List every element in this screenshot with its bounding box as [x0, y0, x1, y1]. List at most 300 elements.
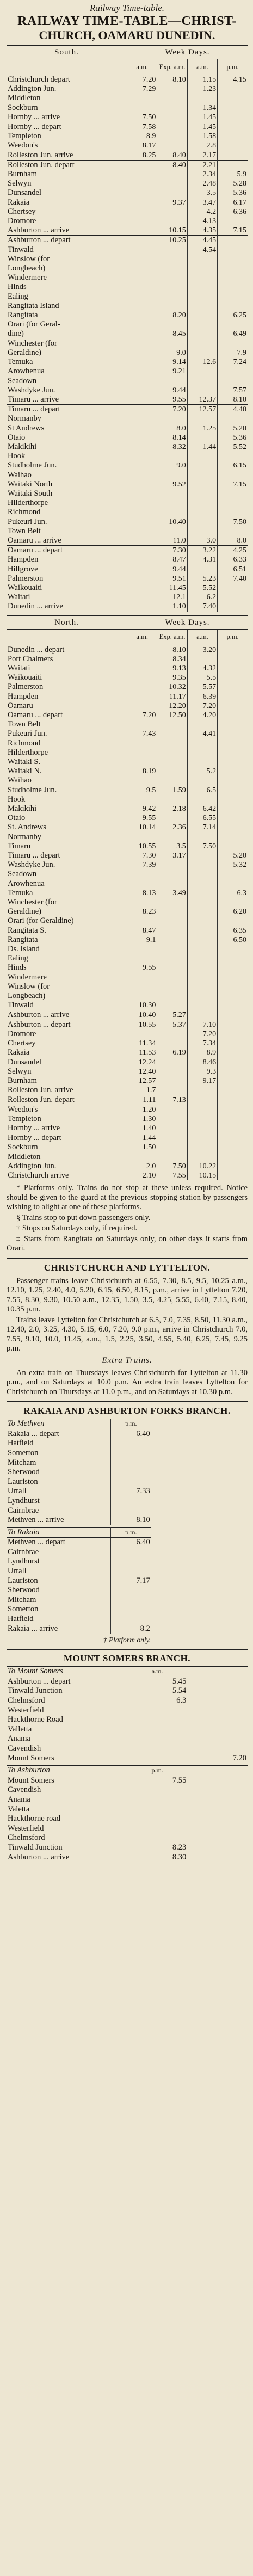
north-heading-right: Week Days.	[127, 615, 248, 630]
time-cell	[127, 1715, 188, 1725]
branch-row	[7, 1824, 248, 1834]
time-cell	[218, 645, 248, 655]
north-row	[7, 926, 248, 935]
north-col-heads-row	[7, 629, 248, 645]
time-cell	[187, 1086, 217, 1095]
north-row	[7, 1086, 248, 1095]
time-cell: 5.9	[237, 170, 246, 179]
time-cell: 5.28	[233, 180, 246, 188]
north-row	[7, 860, 248, 870]
note-line: † Stops on Saturdays only, if required.	[16, 1224, 138, 1233]
time-cell	[157, 991, 187, 1001]
time-cell	[187, 860, 217, 870]
time-cell	[187, 1677, 248, 1686]
south-row	[7, 358, 248, 367]
time-cell: 4.31	[187, 555, 217, 564]
station-name: Ashburton ... arrive	[7, 1010, 127, 1020]
time-cell: 2.21	[187, 160, 217, 170]
north-row	[7, 879, 248, 889]
time-cell	[127, 645, 157, 655]
south-row	[7, 84, 248, 94]
time-cell	[187, 386, 217, 395]
time-cell: 1.15	[187, 75, 217, 85]
extra-trains-para: An extra train on Thursdays leaves Christchurch for Lyttelton at 11.30 p.m., and on Saturdays at 10.0 p.m. An extra train leaves Lyttelton for Christchurch on Thursdays at 11.0 p.m., and on Saturdays at 10.30 p.m.	[7, 1368, 248, 1396]
time-cell	[218, 301, 248, 311]
time-cell	[218, 720, 248, 729]
time-cell	[187, 377, 217, 386]
time-cell	[187, 935, 217, 945]
time-cell	[218, 1143, 248, 1152]
branch-row	[7, 1458, 151, 1468]
time-cell	[187, 94, 217, 103]
time-cell	[218, 1095, 248, 1105]
time-cell	[157, 870, 187, 879]
station-name: Methven ... depart	[7, 1538, 110, 1548]
time-cell	[127, 94, 157, 103]
time-cell	[157, 508, 187, 517]
time-cell: 1.30	[127, 1114, 157, 1124]
station-name: Dunsandel	[7, 1058, 127, 1067]
time-cell	[157, 1030, 187, 1039]
branch-row	[7, 1706, 248, 1716]
time-cell	[187, 452, 217, 461]
time-cell: 12.24	[127, 1058, 157, 1067]
time-cell	[187, 1696, 248, 1706]
south-row	[7, 593, 248, 602]
time-cell	[187, 301, 217, 311]
time-cell: 7.29	[127, 84, 157, 94]
time-cell: 1.40	[127, 1124, 157, 1133]
time-cell: 2.17	[187, 151, 217, 161]
south-row	[7, 170, 248, 179]
time-cell	[127, 1814, 188, 1824]
time-cell: 10.14	[127, 823, 157, 832]
station-name: Otaio	[7, 814, 127, 823]
time-cell: 7.50	[233, 517, 246, 526]
time-cell	[127, 673, 157, 682]
time-cell	[187, 433, 217, 442]
time-cell: 10.22	[187, 1162, 217, 1171]
south-col-head: a.m.	[127, 59, 157, 75]
north-row	[7, 851, 248, 860]
north-row	[7, 1153, 248, 1162]
time-cell	[218, 84, 248, 94]
time-cell	[187, 1795, 248, 1805]
time-cell	[187, 898, 217, 907]
station-name: Rangitata	[7, 935, 127, 945]
rakaia-heading: RAKAIA AND ASHBURTON FORKS BRANCH.	[7, 1401, 248, 1416]
time-cell	[127, 320, 157, 329]
time-cell	[157, 1105, 187, 1114]
time-cell: 3.47	[187, 198, 217, 207]
time-cell	[218, 236, 248, 245]
time-cell	[218, 814, 248, 823]
south-row	[7, 414, 248, 423]
station-name: Temuka	[7, 358, 127, 367]
time-cell	[218, 1020, 248, 1030]
note-line: ‡ Starts from Rangitata on Saturdays only, on other days it starts from Orari.	[7, 1234, 248, 1253]
station-name: Burnham	[7, 1076, 127, 1086]
south-row	[7, 555, 248, 564]
north-row	[7, 1020, 248, 1030]
time-cell	[218, 141, 248, 150]
time-cell	[127, 245, 157, 255]
station-name: St Andrews	[7, 424, 127, 433]
station-name: Dromore	[7, 1030, 127, 1039]
time-cell: 7.20	[187, 1030, 217, 1039]
branch-row	[7, 1576, 151, 1586]
time-cell	[127, 720, 157, 729]
time-cell: 9.13	[157, 664, 187, 673]
time-cell	[187, 367, 217, 376]
time-cell: 9.44	[157, 565, 187, 574]
time-cell	[187, 1001, 217, 1010]
time-cell: 9.55	[127, 963, 157, 972]
branch-row	[7, 1744, 248, 1754]
time-cell	[187, 1725, 248, 1735]
time-cell: 2.10	[127, 1171, 157, 1180]
station-name: Cairnbrae	[7, 1548, 110, 1557]
time-cell	[110, 1506, 151, 1516]
time-cell	[157, 954, 187, 963]
branch-row	[7, 1696, 248, 1706]
time-cell	[110, 1468, 151, 1477]
time-cell	[218, 377, 248, 386]
time-cell	[127, 757, 157, 767]
time-cell	[187, 757, 217, 767]
time-cell	[127, 682, 157, 692]
time-cell	[157, 767, 187, 776]
time-cell: 6.2	[187, 593, 217, 602]
branch-row	[7, 1843, 248, 1853]
time-cell	[127, 664, 157, 673]
time-cell: 4.40	[218, 405, 248, 415]
station-name: Geraldine)	[7, 348, 127, 358]
time-cell	[127, 367, 157, 376]
time-cell: 4.54	[187, 245, 217, 255]
time-cell: 10.40	[127, 1010, 157, 1020]
south-row	[7, 301, 248, 311]
station-name: Timaru ... depart	[7, 405, 127, 415]
time-cell: 10.15	[187, 1171, 217, 1180]
branch-row	[7, 1734, 248, 1744]
time-cell	[127, 198, 157, 207]
time-cell: 7.55	[157, 1171, 187, 1180]
station-name: Westerfield	[7, 1824, 127, 1834]
time-cell: 5.37	[157, 1020, 187, 1030]
north-row	[7, 1124, 248, 1133]
time-cell: 7.20	[127, 711, 157, 720]
station-name: Windermere	[7, 273, 127, 282]
time-cell: 6.39	[187, 692, 217, 701]
branch-header-row	[7, 1766, 248, 1776]
time-cell: 5.45	[172, 1677, 187, 1686]
time-cell: 4.41	[187, 729, 217, 738]
time-cell	[127, 954, 157, 963]
time-cell: 7.15	[233, 226, 246, 235]
time-cell	[187, 292, 217, 301]
time-cell: 3.22	[187, 546, 217, 556]
time-cell	[187, 739, 217, 748]
time-cell: 5.20	[233, 424, 246, 433]
time-cell: 6.35	[233, 926, 246, 935]
time-cell: 8.45	[157, 329, 187, 338]
branch-row	[7, 1468, 151, 1477]
time-cell	[127, 170, 157, 179]
time-cell: 2.36	[157, 823, 187, 832]
time-cell	[127, 1734, 188, 1744]
station-name: Chertsey	[7, 207, 127, 217]
time-cell	[127, 1153, 157, 1162]
time-cell	[218, 1058, 248, 1067]
time-cell	[127, 1744, 188, 1754]
time-cell	[218, 963, 248, 972]
branch-row	[7, 1605, 151, 1614]
time-cell	[110, 1449, 151, 1458]
north-row	[7, 916, 248, 926]
south-row	[7, 348, 248, 358]
time-cell: 12.40	[127, 1067, 157, 1076]
north-row	[7, 795, 248, 804]
time-cell	[187, 489, 217, 498]
time-cell	[127, 179, 157, 188]
time-cell: 6.33	[233, 556, 246, 564]
lyttelton-text	[7, 1277, 248, 1354]
time-cell	[157, 1076, 187, 1086]
south-row	[7, 527, 248, 536]
station-name: Ealing	[7, 292, 127, 301]
time-cell: 7.50	[157, 1162, 187, 1171]
time-cell	[110, 1458, 151, 1468]
time-cell	[157, 179, 187, 188]
station-name: Mount Somers	[7, 1776, 127, 1785]
south-row	[7, 151, 248, 161]
branch-label: To Mount Somers	[7, 1667, 127, 1677]
time-cell	[127, 602, 157, 611]
time-cell: 1.50	[127, 1143, 157, 1152]
north-row	[7, 776, 248, 785]
time-cell	[157, 320, 187, 329]
time-cell	[127, 442, 157, 452]
branch-label: To Methven	[7, 1419, 110, 1429]
station-name: Hinds	[7, 963, 127, 972]
station-name: Mount Somers	[7, 1754, 127, 1764]
branch-col-head: a.m.	[127, 1667, 188, 1677]
time-cell: 3.5	[157, 842, 187, 851]
branch-row	[7, 1538, 151, 1548]
north-row	[7, 1105, 248, 1114]
south-row	[7, 75, 248, 85]
time-cell: 1.34	[187, 103, 217, 113]
time-cell	[157, 757, 187, 767]
branch-row	[7, 1853, 248, 1863]
station-name: Oamaru ... depart	[7, 711, 127, 720]
time-cell	[218, 748, 248, 757]
north-row	[7, 842, 248, 851]
south-row	[7, 311, 248, 320]
timetable-title: RAILWAY TIME-TABLE—CHRIST-	[17, 14, 237, 28]
time-cell	[187, 907, 217, 916]
time-cell	[187, 461, 217, 470]
timetable-subtitle: CHURCH, OAMARU DUNEDIN.	[39, 28, 215, 42]
time-cell	[187, 916, 217, 926]
time-cell	[187, 1686, 248, 1696]
south-row	[7, 536, 248, 546]
time-cell	[127, 160, 157, 170]
time-cell: 5.52	[187, 583, 217, 593]
north-col-head: Exp. a.m.	[157, 629, 187, 645]
time-cell	[127, 1805, 188, 1815]
time-cell	[187, 1153, 217, 1162]
time-cell	[127, 833, 157, 842]
time-cell	[187, 498, 217, 508]
time-cell	[187, 1715, 248, 1725]
time-cell: 2.34	[187, 170, 217, 179]
time-cell	[127, 1030, 157, 1039]
branch-row	[7, 1477, 151, 1487]
station-name: Rangitata Island	[7, 301, 127, 311]
time-cell: 6.19	[157, 1048, 187, 1057]
time-cell	[187, 1805, 248, 1815]
time-cell: 9.14	[157, 358, 187, 367]
south-col-head: Exp. a.m.	[157, 59, 187, 75]
branch-row	[7, 1496, 151, 1506]
station-name: Selwyn	[7, 1067, 127, 1076]
north-row	[7, 757, 248, 767]
time-cell: 6.50	[233, 935, 246, 944]
time-cell	[127, 103, 157, 113]
time-cell: 6.49	[233, 330, 246, 338]
south-row	[7, 386, 248, 395]
time-cell	[157, 122, 187, 132]
station-name: Pukeuri Jun.	[7, 729, 127, 738]
time-cell: 7.20	[127, 75, 157, 85]
time-cell: 7.58	[127, 122, 157, 132]
time-cell	[127, 273, 157, 282]
station-name: Selwyn	[7, 179, 127, 188]
station-name: Makikihi	[7, 804, 127, 814]
station-name: Orari (for Geral-	[7, 320, 127, 329]
time-cell	[127, 1833, 188, 1843]
time-cell	[157, 898, 187, 907]
time-cell	[127, 301, 157, 311]
branch-label: To Ashburton	[7, 1766, 127, 1776]
time-cell	[127, 226, 157, 236]
time-cell	[127, 916, 157, 926]
time-cell	[110, 1557, 151, 1567]
time-cell	[218, 282, 248, 292]
south-row	[7, 113, 248, 122]
south-row	[7, 226, 248, 236]
time-cell	[157, 377, 187, 386]
time-cell	[127, 489, 157, 498]
time-cell	[127, 527, 157, 536]
time-cell: 6.20	[233, 908, 246, 916]
south-row	[7, 452, 248, 461]
time-cell: 6.51	[233, 565, 246, 574]
time-cell: 7.33	[136, 1487, 150, 1496]
north-row	[7, 673, 248, 682]
time-cell	[127, 348, 157, 358]
time-cell	[157, 720, 187, 729]
south-row	[7, 132, 248, 141]
branch-row	[7, 1449, 151, 1458]
time-cell: 9.55	[127, 814, 157, 823]
north-row	[7, 1048, 248, 1057]
station-name: Mitcham	[7, 1458, 110, 1468]
time-cell: 7.9	[237, 348, 246, 357]
south-row	[7, 255, 248, 264]
time-cell: 5.54	[172, 1686, 187, 1696]
time-cell	[187, 471, 217, 480]
branch-header-row	[7, 1527, 151, 1538]
station-name: Templeton	[7, 1114, 127, 1124]
time-cell: 11.45	[157, 583, 187, 593]
branch-row	[7, 1429, 151, 1439]
south-row	[7, 565, 248, 574]
station-name: Dunedin ... arrive	[7, 602, 127, 611]
station-name: Ashburton ... depart	[7, 1677, 127, 1686]
time-cell	[157, 452, 187, 461]
time-cell	[218, 1039, 248, 1048]
time-cell: 5.32	[233, 861, 246, 870]
time-cell: 8.34	[157, 655, 187, 664]
time-cell	[218, 673, 248, 682]
time-cell: 12.20	[157, 701, 187, 711]
time-cell: 3.49	[157, 889, 187, 898]
station-name: Port Chalmers	[7, 655, 127, 664]
time-cell	[157, 255, 187, 264]
north-row	[7, 1095, 248, 1105]
time-cell	[157, 973, 187, 982]
time-cell: 8.10	[157, 75, 187, 85]
station-name: Waikouaiti	[7, 673, 127, 682]
south-row	[7, 405, 248, 415]
time-cell: 12.50	[157, 711, 187, 720]
time-cell	[127, 395, 157, 405]
time-cell	[187, 1010, 217, 1020]
time-cell: 10.15	[157, 226, 187, 236]
time-cell: 1.20	[127, 1105, 157, 1114]
station-name: Middleton	[7, 94, 127, 103]
time-cell: 9.37	[157, 198, 187, 207]
time-cell: 9.21	[157, 367, 187, 376]
time-cell	[157, 1067, 187, 1076]
south-row	[7, 141, 248, 150]
branch-row	[7, 1567, 151, 1576]
time-cell	[157, 814, 187, 823]
north-row	[7, 1171, 248, 1180]
south-row	[7, 461, 248, 470]
time-cell	[218, 954, 248, 963]
south-heading-left: South.	[7, 45, 127, 59]
station-name: Hornby ... depart	[7, 1133, 127, 1143]
time-cell: 4.2	[187, 207, 217, 217]
time-cell	[127, 593, 157, 602]
time-cell: 1.59	[157, 786, 187, 795]
north-row	[7, 991, 248, 1001]
branch-label: To Rakaia	[7, 1527, 110, 1538]
time-cell	[127, 982, 157, 991]
time-cell	[187, 1824, 248, 1834]
north-row	[7, 963, 248, 972]
time-cell	[218, 757, 248, 767]
time-cell	[157, 339, 187, 348]
time-cell: 4.20	[187, 711, 217, 720]
time-cell	[218, 655, 248, 664]
north-row	[7, 1133, 248, 1143]
time-cell	[127, 1754, 188, 1764]
